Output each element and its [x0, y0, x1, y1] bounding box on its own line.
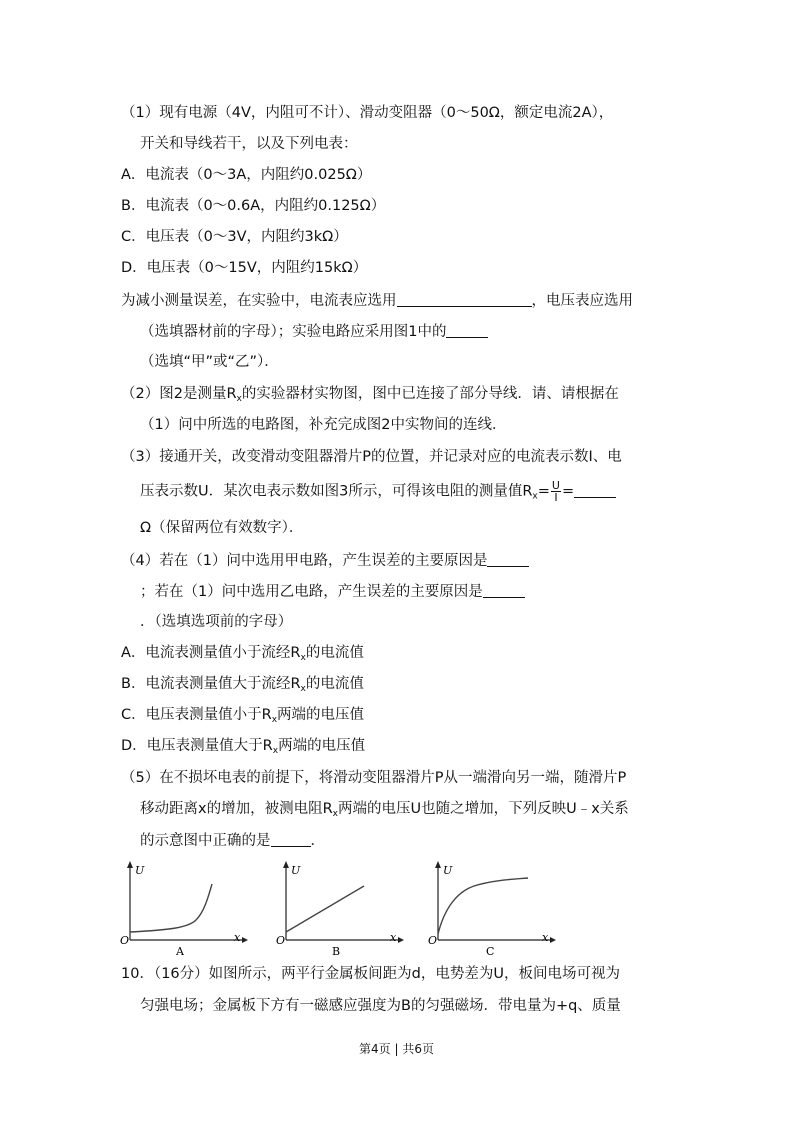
graph-c-label: C: [486, 945, 495, 958]
part4-option-d: D．电压表测量值大于$R_x$两端的电压值: [121, 738, 366, 756]
part4-option-c: C．电压表测量值小于$R_x$两端的电压值: [121, 707, 365, 725]
q9-part2-line1: （2）图2是测量$R_x$的实验器材实物图，图中已连接了部分导线．请、请根据在: [121, 386, 619, 404]
page-footer: 第4页 | 共6页: [359, 1042, 434, 1056]
q9-part2-line2: （1）问中所选的电路图，补充完成图2中实物间的连线．: [140, 417, 507, 433]
q9-part5-line3: 的示意图中正确的是 ．: [140, 830, 325, 851]
answer-blank-circuit[interactable]: [446, 321, 488, 338]
graph-c-y-axis: U: [443, 864, 453, 877]
q9-part4-line2: ；若在（1）问中选用乙电路，产生误差的主要原因是: [140, 581, 525, 602]
option-b: B．电流表（0～0.6A，内阻约0.125Ω）: [121, 198, 386, 214]
graph-b-y-axis: U: [291, 864, 301, 877]
q9-part4-line1: （4）若在（1）问中选用甲电路，产生误差的主要原因是: [121, 550, 529, 571]
part4-option-b: B．电流表测量值大于流经$R_x$的电流值: [121, 676, 364, 694]
graph-b-label: B: [332, 945, 341, 958]
graph-b-x-axis: x: [390, 931, 397, 944]
option-a: A．电流表（0～3A，内阻约0.025Ω）: [121, 167, 372, 183]
graph-a-label: A: [176, 945, 184, 958]
q9-part1-question-line3: （选填“甲”或“乙”）．: [140, 354, 279, 370]
graph-c-origin: O: [428, 934, 438, 947]
q9-part5-line2: 移动距离x的增加，被测电阻$R_x$两端的电压U也随之增加，下列反映U﹣x关系: [140, 801, 629, 819]
graph-a-y-axis: U: [135, 864, 145, 877]
part4-option-a: A．电流表测量值小于流经$R_x$的电流值: [121, 645, 364, 663]
q9-part1-line1: （1）现有电源（4V，内阻可不计）、滑动变阻器（0～50Ω，额定电流2A），: [121, 105, 614, 121]
fraction-u-over-i: $\frac{U}{I}$: [551, 479, 560, 504]
q9-part3-line2: 压表示数U．某次电表示数如图3所示，可得该电阻的测量值$R_x=$ $\frac{U}{I}$ =: [140, 480, 616, 507]
answer-blank-ammeter[interactable]: [397, 290, 532, 307]
q9-part1-question-line2: （选填器材前的字母）；实验电路应采用图1中的: [140, 321, 488, 342]
graph-a-origin: O: [120, 934, 130, 947]
q10-line2: 匀强电场；金属板下方有一磁感应强度为B的匀强磁场．带电量为+q、质量: [140, 998, 621, 1014]
graph-b: [274, 858, 404, 958]
graph-a-x-axis: x: [234, 931, 241, 944]
q9-part5-line1: （5）在不损坏电表的前提下，将滑动变阻器滑片P从一端滑向另一端，随滑片P: [121, 770, 627, 786]
q9-part1-question: 为减小测量误差，在实验中，电流表应选用 ，电压表应选用: [121, 290, 633, 311]
graph-c-x-axis: x: [542, 931, 549, 944]
answer-blank-graph[interactable]: [271, 830, 311, 847]
q9-part4-line3: ．（选填选项前的字母）: [140, 614, 293, 630]
answer-blank-resistance[interactable]: [574, 481, 616, 498]
graph-c: [426, 858, 561, 958]
q9-part1-line2: 开关和导线若干，以及下列电表：: [140, 136, 358, 152]
option-d: D．电压表（0～15V，内阻约15kΩ）: [121, 260, 368, 276]
q9-part3-line3: Ω（保留两位有效数字）．: [140, 520, 304, 536]
q10-line1: 10．（16分）如图所示，两平行金属板间距为d，电势差为U，板间电场可视为: [121, 966, 620, 982]
graph-a: [118, 858, 248, 958]
answer-blank-error-jia[interactable]: [487, 550, 529, 567]
answer-blank-error-yi[interactable]: [483, 581, 525, 598]
graph-b-origin: O: [276, 934, 286, 947]
option-c: C．电压表（0～3V，内阻约3kΩ）: [121, 229, 348, 245]
q9-part3-line1: （3）接通开关，改变滑动变阻器滑片P的位置，并记录对应的电流表示数I、电: [121, 449, 622, 465]
